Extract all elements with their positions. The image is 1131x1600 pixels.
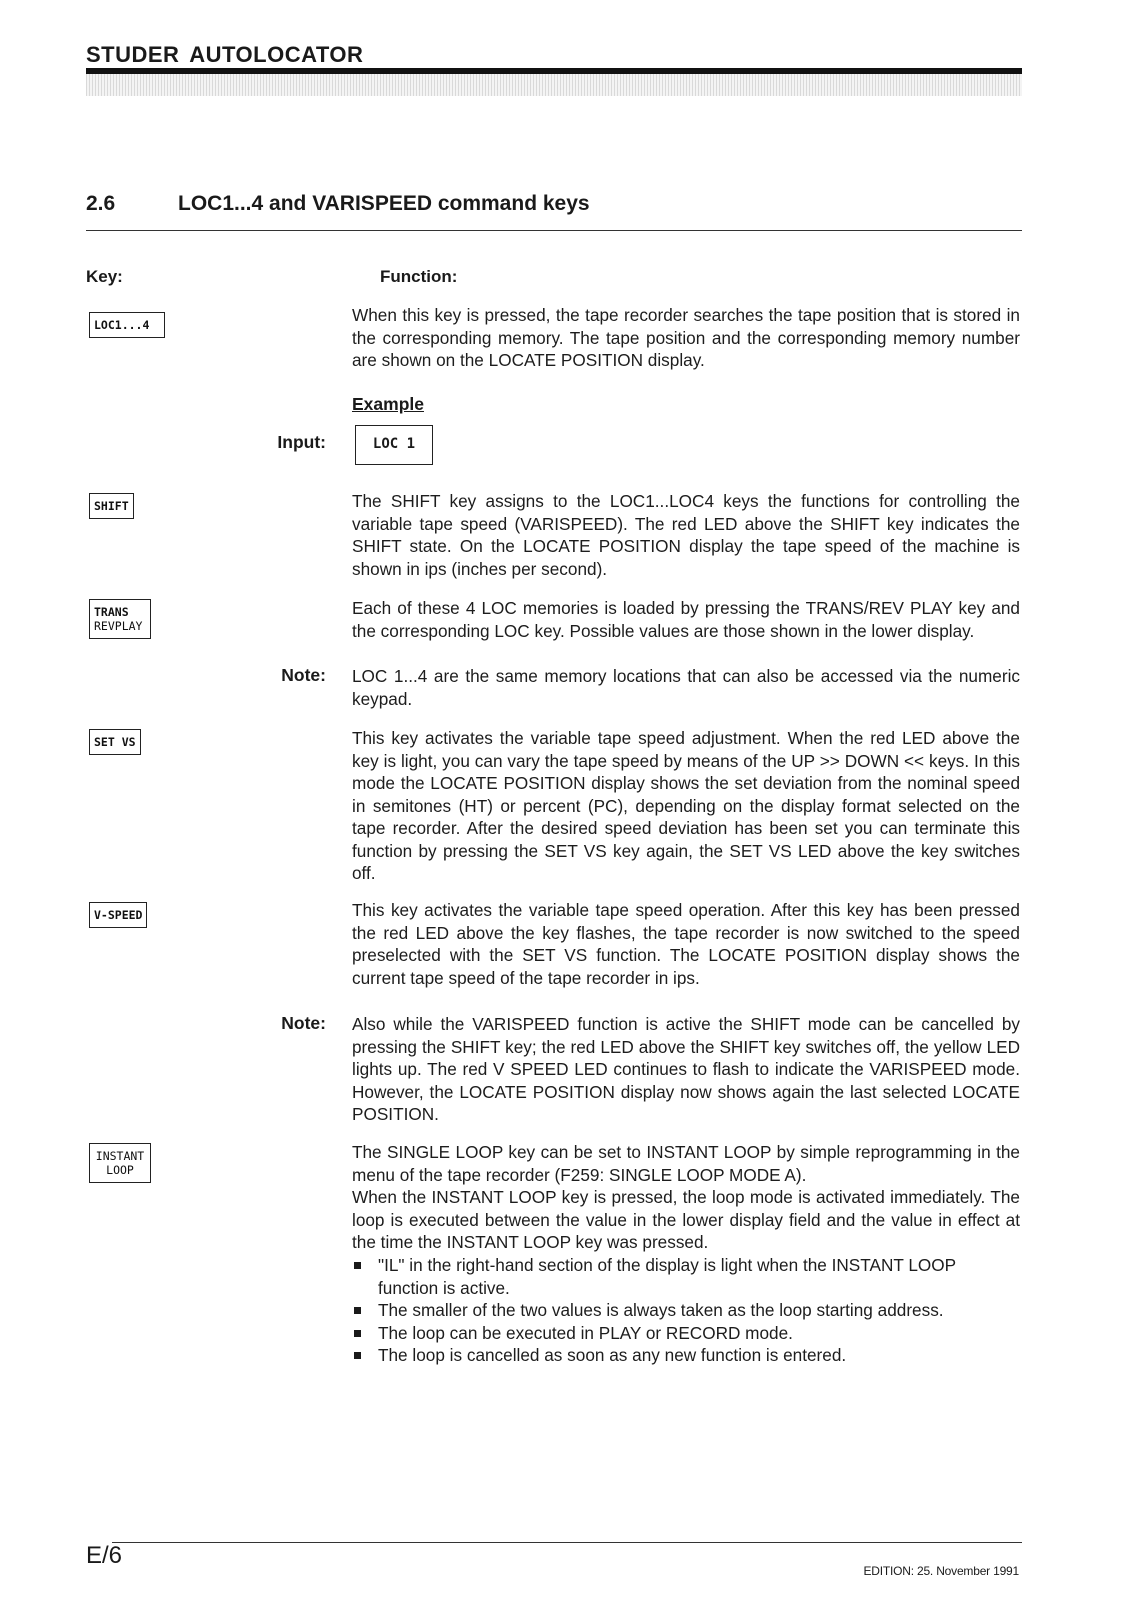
bullet-text: The loop is cancelled as soon as any new function is entered. — [378, 1345, 847, 1365]
key-trans-revplay — [89, 599, 151, 639]
trans-revplay-description: Each of these 4 LOC memories is loaded by pressing the TRANS/REV PLAY key and the corresponding LOC key. Possible values are those shown in the lower display. — [352, 598, 1020, 641]
note-1-text: LOC 1...4 are the same memory locations that can also be accessed via the numeric keypad. — [352, 666, 1020, 709]
key-loc1-4 — [89, 312, 165, 338]
list-item — [352, 1299, 1020, 1322]
note-2-text: Also while the VARISPEED function is active the SHIFT mode can be cancelled by pressing the SHIFT key; the red LED above the SHIFT key switches off, the yellow LED lights up. The red V SPEED LED continues to flash to indicate the VARISPEED mode. However, the LOCATE POSITION display now shows again the last selected LOCATE POSITION. — [352, 1014, 1020, 1124]
key-revplay-label: REVPLAY — [94, 619, 143, 633]
bullet-text: "IL" in the right-hand section of the display is light when the INSTANT LOOP function is active. — [378, 1255, 956, 1298]
function-column-label: Function: — [380, 267, 458, 286]
key-column-label: Key: — [86, 267, 123, 286]
header-band — [86, 74, 1022, 96]
key-loc1-4-label: LOC1...4 — [94, 318, 150, 332]
edition-date: EDITION: 25. November 1991 — [863, 1564, 1019, 1578]
bullet-square-icon — [354, 1307, 361, 1314]
example-key-loc1: LOC 1 — [355, 425, 433, 465]
v-speed-description: This key activates the variable tape speed operation. After this key has been pressed the red LED above the key flashes, the tape recorder is now switched to the speed preselected with the SET VS function. The LOCATE POSITION display shows the current tape speed of the tape recorder in ips. — [352, 900, 1020, 988]
page-header-title: STUDER AUTOLOCATOR — [86, 42, 364, 67]
instant-loop-description-1: The SINGLE LOOP key can be set to INSTANT LOOP by simple reprogramming in the menu of the tape recorder (F259: SINGLE LOOP MODE A). — [352, 1142, 1020, 1185]
key-shift — [89, 493, 134, 519]
bullet-square-icon — [354, 1262, 361, 1269]
key-set-vs-label: SET VS — [94, 735, 136, 749]
note-label-1: Note: — [281, 665, 326, 685]
key-instant-label: INSTANT — [95, 1149, 145, 1163]
instant-loop-description-2: When the INSTANT LOOP key is pressed, the loop mode is activated immediately. The loop is executed between the value in the lower display field and the value in effect at the time the INSTANT LOOP key was pressed. — [352, 1187, 1020, 1252]
key-shift-label: SHIFT — [94, 499, 129, 513]
key-trans-label: TRANS — [94, 605, 129, 619]
footer-rule — [112, 1542, 1022, 1543]
list-item — [352, 1344, 1020, 1367]
example-heading: Example — [352, 394, 424, 414]
key-v-speed — [89, 902, 147, 928]
bullet-text: The smaller of the two values is always taken as the loop starting address. — [378, 1300, 944, 1320]
input-label: Input: — [277, 432, 326, 452]
set-vs-description: This key activates the variable tape speed adjustment. When the red LED above the key is light, you can vary the tape speed by means of the UP >> DOWN << keys. In this mode the LOCATE POSITION display shows the set deviation from the nominal speed in semitones (HT) or percent (PC), depending on the display format selected on the tape recorder. After the desired speed deviation has been set you can terminate this function by pressing the SET VS key again, the SET VS LED above the key switches off. — [352, 728, 1020, 883]
loc-description: When this key is pressed, the tape recorder searches the tape position that is stored in the corresponding memory. The tape position and the corresponding memory number are shown on the LOCATE POSITION display. — [352, 305, 1020, 370]
bullet-square-icon — [354, 1330, 361, 1337]
key-set-vs — [89, 729, 141, 755]
list-item — [352, 1254, 1020, 1299]
instant-loop-bullet-list — [352, 1254, 1020, 1367]
note-label-2: Note: — [281, 1013, 326, 1033]
bullet-square-icon — [354, 1352, 361, 1359]
section-number: 2.6 — [86, 192, 116, 215]
list-item — [352, 1322, 1020, 1345]
section-rule — [86, 230, 1022, 231]
key-instant-loop — [89, 1143, 151, 1183]
shift-description: The SHIFT key assigns to the LOC1...LOC4 keys the functions for controlling the variable tape speed (VARISPEED). The red LED above the SHIFT key indicates the SHIFT state. On the LOCATE POSITION display the tape speed of the machine is shown in ips (inches per second). — [352, 491, 1020, 579]
key-v-speed-label: V-SPEED — [94, 908, 143, 922]
key-loop-label: LOOP — [106, 1163, 134, 1177]
bullet-text: The loop can be executed in PLAY or RECORD mode. — [378, 1322, 793, 1343]
page-number: E/6 — [86, 1542, 123, 1569]
section-title: LOC1...4 and VARISPEED command keys — [178, 192, 590, 215]
